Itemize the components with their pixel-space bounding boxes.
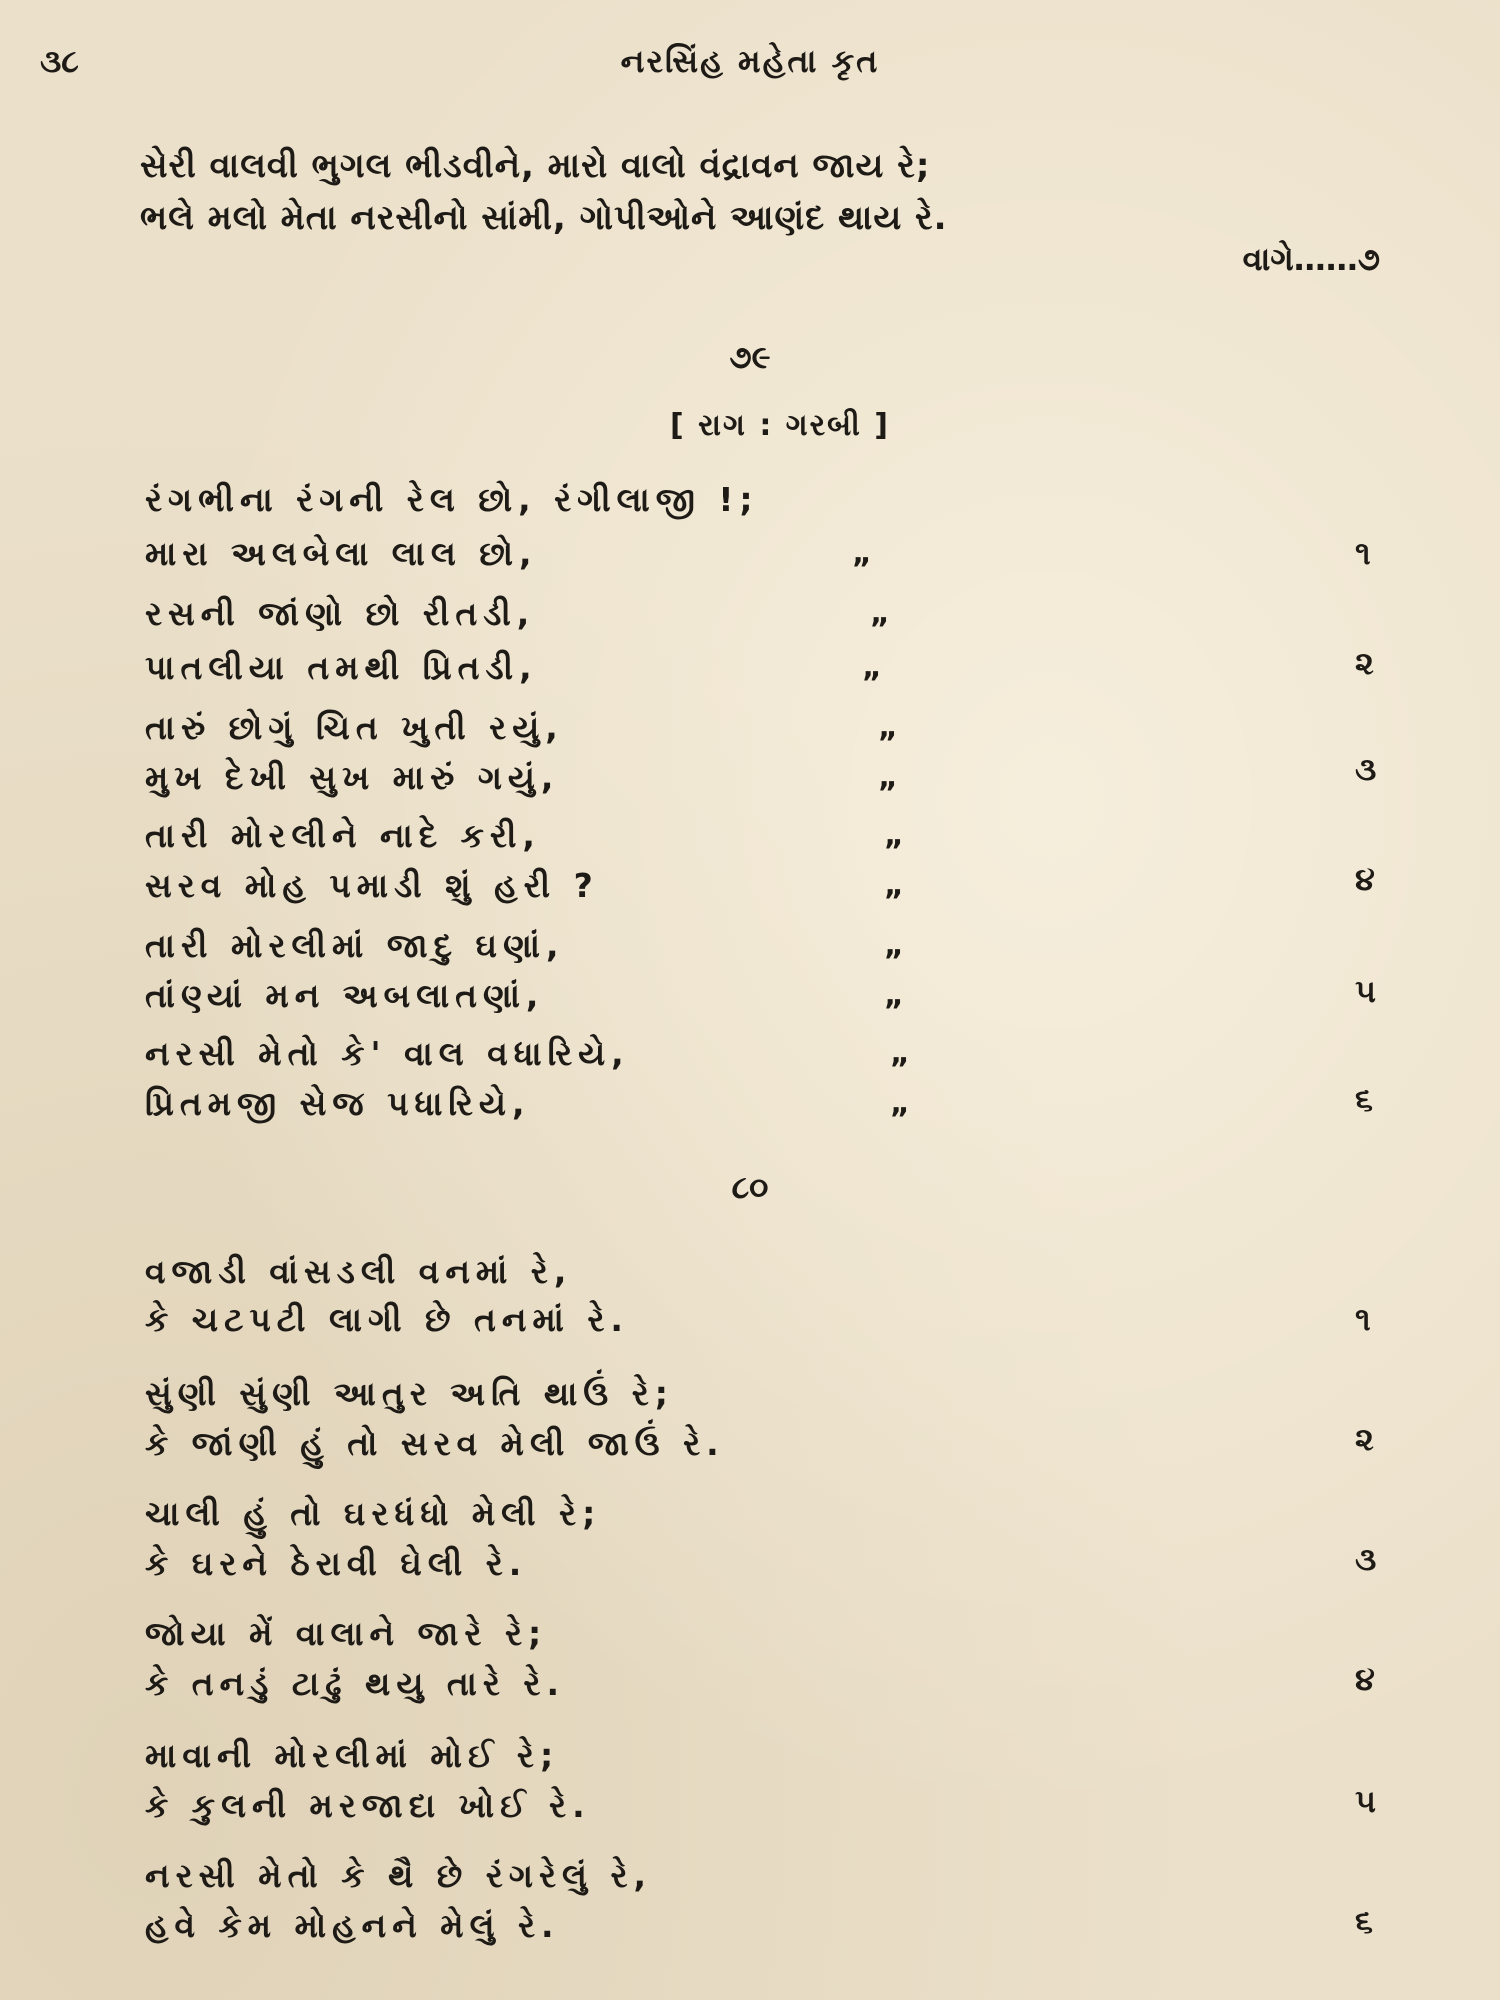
verse-number: ૪ bbox=[1355, 1660, 1375, 1698]
poem-line: વજાડી વાંસડલી વનમાં રે, bbox=[145, 1252, 573, 1291]
poem-line: તારી મોરલીમાં જાદુ ઘણાં, bbox=[145, 926, 565, 965]
verse-number: ૪ bbox=[1355, 860, 1375, 898]
verse-number: ૬ bbox=[1355, 1902, 1373, 1940]
poem-line: મુખ દેખી સુખ મારું ગયું, bbox=[145, 758, 560, 797]
ditto-mark: „ bbox=[870, 596, 890, 631]
poem-line: માવાની મોરલીમાં મોઈ રે; bbox=[145, 1736, 560, 1775]
poem-line: મારા અલબેલા લાલ છો, bbox=[145, 534, 538, 573]
raga-label: [ રાગ : ગરબી ] bbox=[669, 408, 891, 443]
verse-number: ૧ bbox=[1355, 534, 1371, 572]
ditto-mark: „ bbox=[878, 710, 898, 745]
ditto-mark: „ bbox=[890, 1086, 910, 1121]
verse-number: ૫ bbox=[1355, 972, 1377, 1010]
verse-number: ૨ bbox=[1355, 644, 1374, 682]
ditto-mark: „ bbox=[890, 1036, 910, 1071]
poem-line: તારું છોગું ચિત ખુતી રયું, bbox=[145, 708, 564, 747]
poem-line: પ્રિતમજી સેજ પધારિયે, bbox=[145, 1084, 531, 1123]
poem-line: નરસી મેતો કે' વાલ વધારિયે, bbox=[145, 1034, 630, 1073]
page-number: ૩૮ bbox=[40, 42, 79, 80]
ditto-mark: „ bbox=[852, 536, 872, 571]
ditto-mark: „ bbox=[862, 650, 882, 685]
poem-line: કે તનડું ટાઢું થયુ તારે રે. bbox=[145, 1664, 565, 1703]
refrain-marker: વાગે……૭ bbox=[1242, 240, 1380, 278]
verse-number: ૨ bbox=[1355, 1420, 1374, 1458]
poem-line: સરવ મોહ પમાડી શું હરી ? bbox=[145, 866, 599, 905]
ditto-mark: „ bbox=[884, 818, 904, 853]
poem-line: ચાલી હું તો ઘરધંધો મેલી રે; bbox=[145, 1494, 602, 1533]
poem-line: રંગભીના રંગની રેલ છો, રંગીલાજી !; bbox=[145, 480, 759, 519]
ditto-mark: „ bbox=[884, 868, 904, 903]
poem-line: નરસી મેતો કે થૈ છે રંગરેલું રે, bbox=[145, 1856, 653, 1895]
poem-number-80: ૮૦ bbox=[731, 1168, 769, 1206]
ditto-mark: „ bbox=[884, 928, 904, 963]
verse-number: ૬ bbox=[1355, 1080, 1373, 1118]
poem-line: સુંણી સુંણી આતુર અતિ થાઉં રે; bbox=[145, 1374, 675, 1413]
poem-line: તાંણ્યાં મન અબલાતણાં, bbox=[145, 976, 545, 1015]
verse-number: ૧ bbox=[1355, 1300, 1371, 1338]
running-title: નરસિંહ મહેતા કૃત bbox=[620, 42, 880, 80]
poem-line: હવે કેમ મોહનને મેલું રે. bbox=[145, 1906, 560, 1945]
verse-number: ૩ bbox=[1355, 1540, 1377, 1578]
poem-line: કે ચટપટી લાગી છે તનમાં રે. bbox=[145, 1300, 629, 1339]
poem-line: કે કુલની મરજાદા ખોઈ રે. bbox=[145, 1786, 591, 1825]
continued-poem bbox=[140, 140, 1380, 244]
poem-line: ભલે મલો મેતા નરસીનો સાંમી, ગોપીઓને આણંદ થાય રે. bbox=[140, 198, 948, 238]
poem-line: જોયા મેં વાલાને જારે રે; bbox=[145, 1614, 548, 1653]
poem-line: તારી મોરલીને નાદે કરી, bbox=[145, 816, 541, 855]
poem-line: પાતલીયા તમથી પ્રિતડી, bbox=[145, 648, 538, 687]
poem-number-79: ૭૯ bbox=[729, 338, 771, 376]
page-header bbox=[40, 42, 1460, 92]
poem-line: કે જાંણી હું તો સરવ મેલી જાઉં રે. bbox=[145, 1424, 725, 1463]
poem-line: રસની જાંણો છો રીતડી, bbox=[145, 594, 536, 633]
verse-number: ૩ bbox=[1355, 750, 1377, 788]
verse-number: ૫ bbox=[1355, 1782, 1377, 1820]
poem-line: સેરી વાલવી ભુગલ ભીડવીને, મારો વાલો વંદ્રાવન જાય રે; bbox=[140, 146, 931, 186]
ditto-mark: „ bbox=[878, 760, 898, 795]
ditto-mark: „ bbox=[884, 978, 904, 1013]
poem-line: કે ઘરને ઠેરાવી ઘેલી રે. bbox=[145, 1544, 528, 1583]
